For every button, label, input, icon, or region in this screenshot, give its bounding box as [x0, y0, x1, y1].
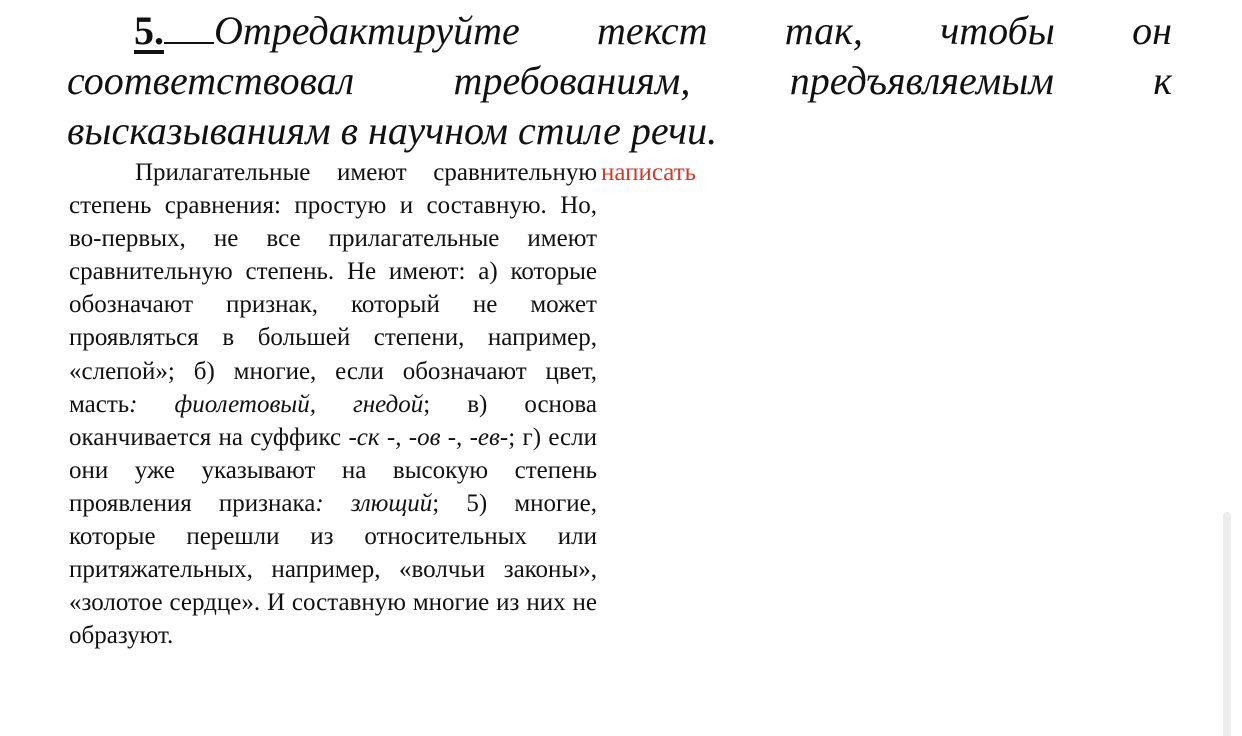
task-number-underline: [164, 10, 214, 44]
task-heading: [67, 6, 1172, 156]
paragraph-example-italic: -ск -, -ов -, -ев-: [348, 423, 509, 451]
paragraph-segment: ; 5) многие, которые перешли из относительных или притяжательных, например, «волчьи законы», «золотое сердце». И составную многие из них не образуют.: [69, 489, 597, 650]
paragraph-example-italic: : фиолетовый, гнедой: [129, 390, 424, 418]
task-instruction: Отредактируйте текст так, чтобы он соответствовал требованиям, предъявляемым к высказываниям в научном стиле речи.: [67, 8, 1172, 153]
exercise-paragraph: [69, 156, 597, 652]
paragraph-segment: ; г) если они уже указывают на высокую степень проявления признака: [69, 423, 597, 517]
red-margin-note: написать: [601, 159, 697, 186]
scrollbar-thumb[interactable]: [1223, 512, 1231, 736]
paragraph-segment: Прилагательные имеют сравнительную степень сравнения: простую и составную. Но, во-первых, не все прилагательные имеют сравнительную степень. Не имеют: а) которые обозначают признак, который не может проявляться в большей степени, например, «слепой»; б) многие, если обозначают цвет, масть: [69, 159, 597, 418]
paragraph-example-italic: : злющий: [315, 489, 433, 517]
task-number: 5.: [134, 8, 164, 53]
paragraph-segment: ; в) основа оканчивается на суффикс: [69, 390, 597, 451]
